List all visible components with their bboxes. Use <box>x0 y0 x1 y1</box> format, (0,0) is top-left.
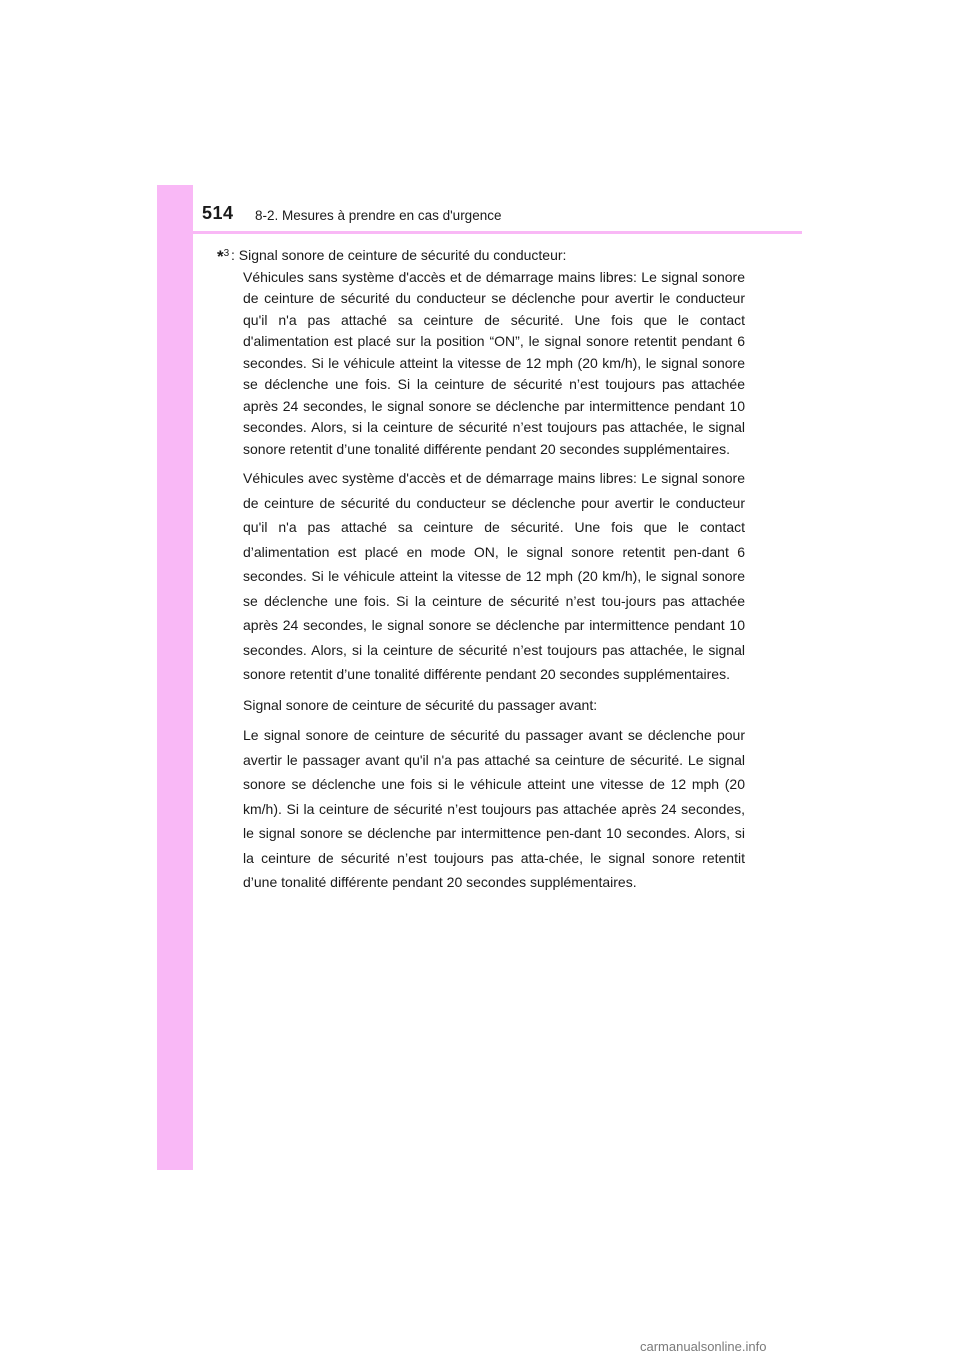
passenger-heading: Signal sonore de ceinture de sécurité du passager avant: <box>243 696 598 713</box>
paragraph-without-smart-key: Véhicules sans système d'accès et de démarrage mains libres: Le signal sonore de ceinture de sécurité du conducteur se déclenche pour avertir le conducteur qu'il n'a pas attaché sa ceinture de sécurité. Une fois que le contact d'alimentation est placé sur la position “ON”, le signal sonore retentit pendant 6 secondes. Si le véhicule atteint la vitesse de 12 mph (20 km/h), le signal sonore se déclenche une fois. Si la ceinture de sécurité n’est toujours pas attachée après 24 secondes, le signal sonore se déclenche par intermittence pendant 10 secondes. Alors, si la ceinture de sécurité n’est toujours pas attachée, le signal sonore retentit d’une tonalité différente pendant 20 secondes supplémentaires. <box>243 268 745 457</box>
note-heading-text: : Signal sonore de ceinture de sécurité du conducteur: <box>231 247 567 263</box>
paragraph-with-smart-key: Véhicules avec système d'accès et de démarrage mains libres: Le signal sonore de ceinture de sécurité du conducteur se déclenche pour avertir le conducteur qu'il n'a pas attaché sa ceinture de sécurité. Une fois que le contact d’alimentation est placé en mode ON, le signal sonore retentit pen-dant 6 secondes. Si le véhicule atteint la vitesse de 12 mph (20 km/h), le signal sonore se déclenche une fois. Si la ceinture de sécurité n’est tou-jours pas attachée après 24 secondes, le signal sonore se déclenche par intermittence pendant 10 secondes. Alors, si la ceinture de sécurité n’est toujours pas attachée, le signal sonore retentit d’une tonalité différente pendant 20 secondes supplémentaires. <box>243 470 745 682</box>
page-number: 514 <box>202 203 234 223</box>
note-heading <box>217 245 745 267</box>
footnote-number: 3 <box>223 248 230 259</box>
page-content <box>217 245 745 895</box>
paragraph-passenger: Le signal sonore de ceinture de sécurité du passager avant se déclenche pour avertir le passager avant qu'il n'a pas attaché sa ceinture de sécurité. Le signal sonore se déclenche une fois si le véhicule atteint une vitesse de 12 mph (20 km/h). Si la ceinture de sécurité n’est toujours pas attachée après 24 secondes, le signal sonore se déclenche par intermittence pen-dant 10 secondes. Alors, si la ceinture de sécurité n’est toujours pas atta-chée, le signal sonore retentit d’une tonalité différente pendant 20 secondes supplémentaires. <box>243 727 745 890</box>
footer-watermark: carmanualsonline.info <box>640 1339 767 1354</box>
footnote-marker <box>217 243 229 268</box>
asterisk-symbol: * <box>217 247 224 266</box>
side-margin-band <box>157 185 193 1170</box>
section-title: 8-2. Mesures à prendre en cas d'urgence <box>255 208 502 223</box>
header-rule <box>157 231 802 234</box>
